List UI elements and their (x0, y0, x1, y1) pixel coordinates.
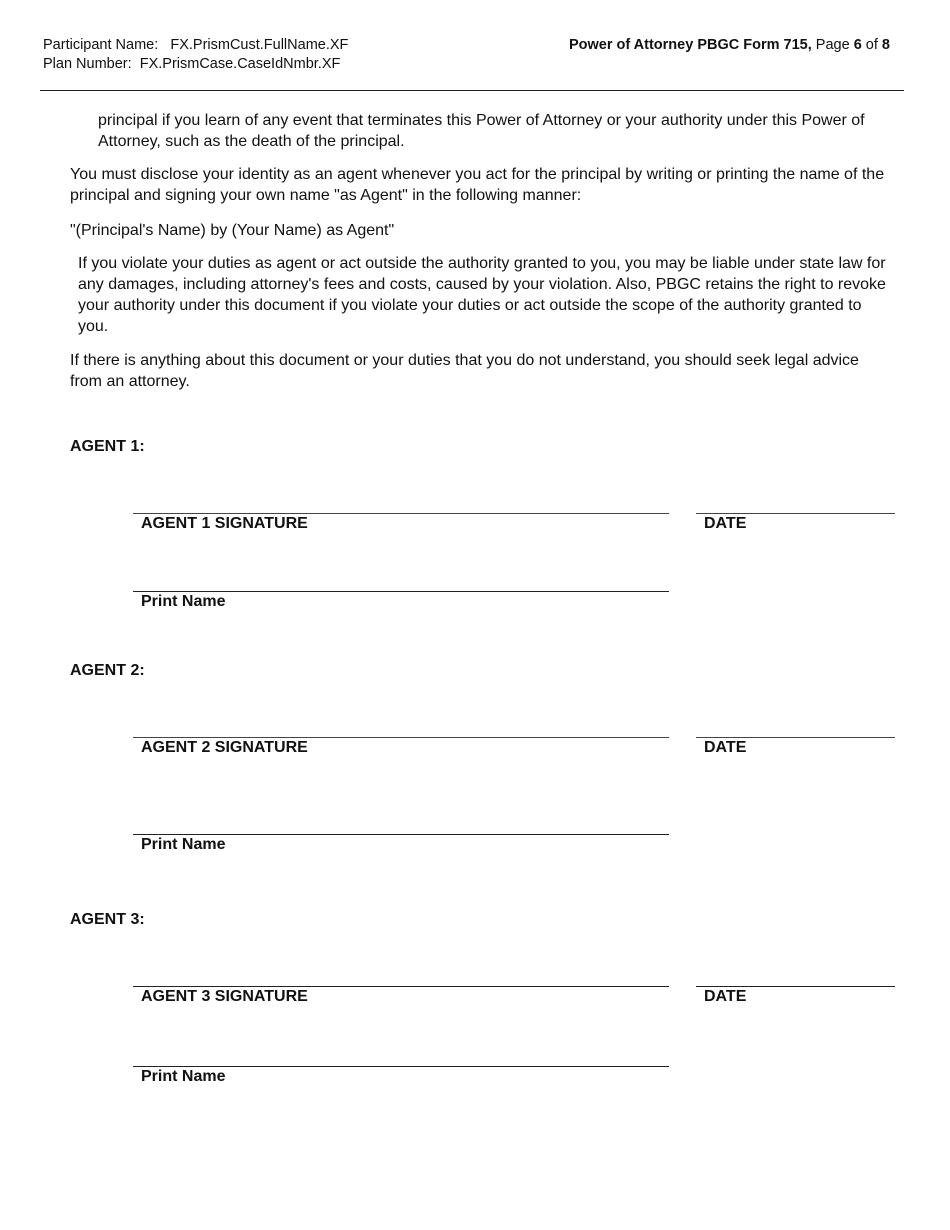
agent-2-heading: AGENT 2: (70, 662, 145, 679)
agent-1-print-name-line[interactable] (133, 591, 669, 592)
agent-3-date-line[interactable] (696, 986, 895, 987)
plan-number-label: Plan Number: (43, 55, 132, 72)
agent-1-signature-label: AGENT 1 SIGNATURE (141, 515, 308, 532)
paragraph-disclose-identity: You must disclose your identity as an agent whenever you act for the principal by writing or printing the name of the principal and signing your own name "as Agent" in the following manner: (70, 166, 885, 204)
page-total: 8 (881, 37, 890, 53)
agent-2-signature-label: AGENT 2 SIGNATURE (141, 739, 308, 756)
agent-3-print-name-label: Print Name (141, 1068, 226, 1085)
agent-2-print-name-line[interactable] (133, 834, 669, 835)
participant-name-label: Participant Name: (43, 37, 159, 53)
header-divider (40, 90, 904, 91)
agent-3-date-label: DATE (704, 988, 747, 1005)
paragraph-legal-advice: If there is anything about this document or your duties that you do not understand, you should seek legal advice from an attorney. (70, 352, 859, 390)
plan-number-value: FX.PrismCase.CaseIdNmbr.XF (139, 55, 341, 72)
agent-2-signature-line[interactable] (133, 737, 669, 738)
agent-3-signature-label: AGENT 3 SIGNATURE (141, 988, 308, 1005)
agent-3-print-name-line[interactable] (133, 1066, 669, 1067)
agent-1-date-line[interactable] (696, 513, 895, 514)
agent-2-date-line[interactable] (696, 737, 895, 738)
form-title: Power of Attorney PBGC Form 715, (568, 37, 812, 53)
paragraph-termination-notice: principal if you learn of any event that terminates this Power of Attorney or your authority under this Power of Attorney, such as the death of the principal. (98, 112, 865, 150)
paragraph-signing-format: "(Principal's Name) by (Your Name) as Agent" (70, 222, 395, 239)
page-current: 6 (853, 37, 862, 53)
agent-2-print-name-label: Print Name (141, 836, 226, 853)
agent-1-heading: AGENT 1: (70, 438, 145, 455)
page-word: Page (815, 37, 850, 53)
agent-1-print-name-label: Print Name (141, 593, 226, 610)
paragraph-liability: If you violate your duties as agent or act outside the authority granted to you, you may be liable under state law for any damages, including attorney's fees and costs, caused by your violation. Also, PBGC retains the right to revoke your authority under this document if you violate your duties or act outside the scope of the authority granted to you. (78, 255, 886, 335)
participant-header (43, 36, 348, 73)
agent-2-date-label: DATE (704, 739, 747, 756)
participant-name-row (43, 36, 348, 55)
agent-1-date-label: DATE (704, 515, 747, 532)
participant-name-value: FX.PrismCust.FullName.XF (170, 37, 349, 53)
agent-3-heading: AGENT 3: (70, 911, 145, 928)
form-page-header (569, 36, 890, 54)
plan-number-row (43, 55, 348, 74)
page-of: of (865, 37, 878, 53)
agent-1-signature-line[interactable] (133, 513, 669, 514)
agent-3-signature-line[interactable] (133, 986, 669, 987)
